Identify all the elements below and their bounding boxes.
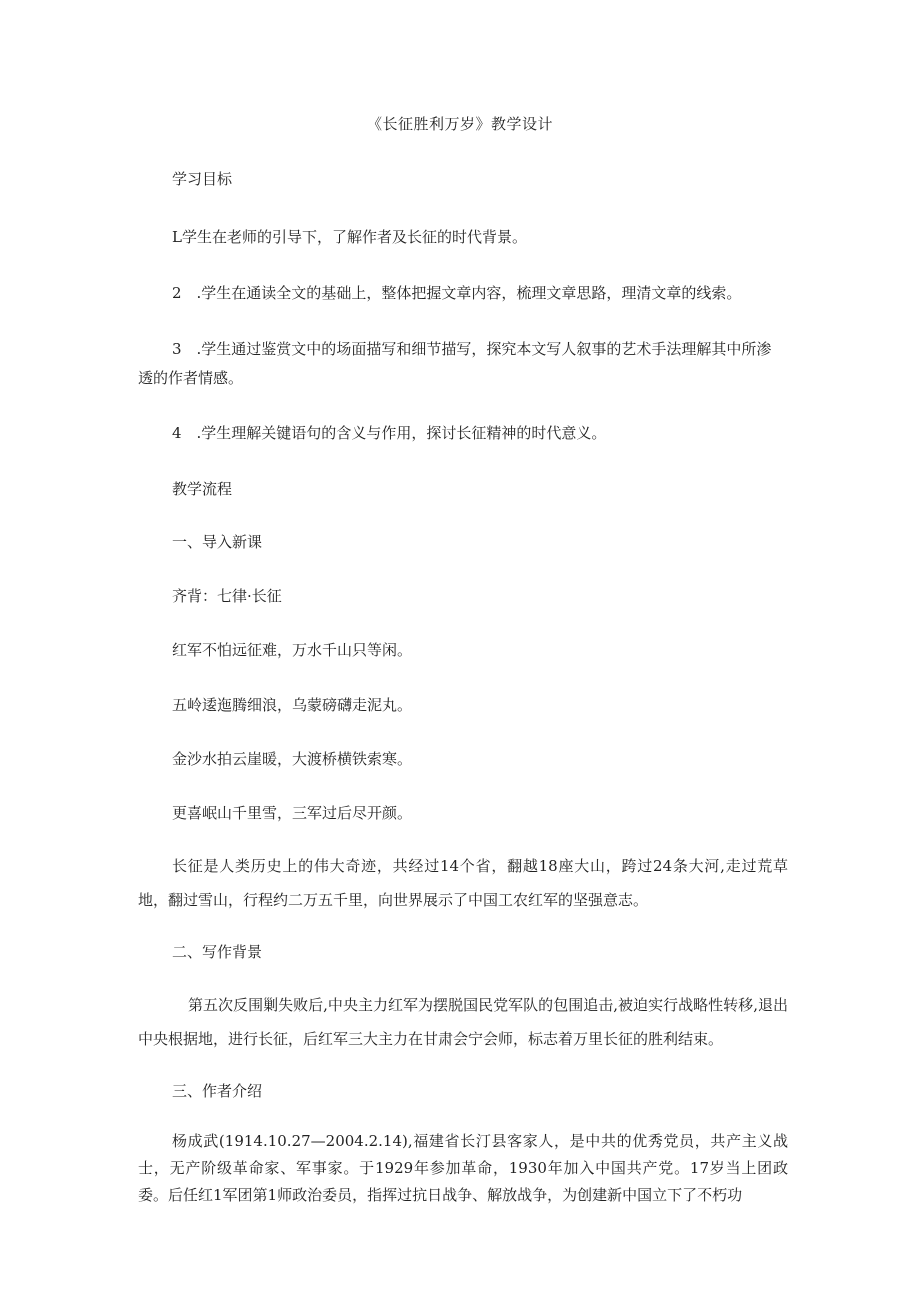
- poem-line-2: 五岭逶迤腾细浪，乌蒙磅礴走泥丸。: [172, 696, 413, 714]
- document-title: 《长征胜利万岁》教学设计: [366, 115, 553, 133]
- process-heading: 教学流程: [172, 480, 233, 498]
- objective-4: 4 .学生理解关键语句的含义与作用，探讨长征精神的时代意义。: [172, 424, 607, 442]
- background-paragraph: 第五次反围剿失败后,中央主力红军为摆脱国民党军队的包围追击,被迫实行战略性转移,退出中央根据地，进行长征，后红军三大主力在甘肃会宁会师，标志着万里长征的胜利结束。: [138, 996, 788, 1048]
- poem-line-3: 金沙水拍云崖暖，大渡桥横铁索寒。: [172, 750, 413, 768]
- objective-1: L学生在老师的引导下，了解作者及长征的时代背景。: [172, 228, 527, 246]
- objectives-heading: 学习目标: [172, 170, 233, 188]
- longmarch-paragraph: 长征是人类历史上的伟大奇迹，共经过14个省，翻越18座大山，跨过24条大河,走过荒草地，翻过雪山，行程约二万五千里，向世界展示了中国工农红军的坚强意志。: [138, 857, 788, 909]
- objective-3-line-1: 3 .学生通过鉴赏文中的场面描写和细节描写，探究本文写人叙事的艺术手法理解其中所渗: [172, 340, 772, 358]
- objective-3-line-2: 透的作者情感。: [138, 369, 244, 387]
- objective-2: 2 .学生在通读全文的基础上，整体把握文章内容，梳理文章思路，理清文章的线索。: [172, 284, 742, 302]
- poem-line-4: 更喜岷山千里雪，三军过后尽开颜。: [172, 804, 413, 822]
- author-paragraph: 杨成武(1914.10.27—2004.2.14),福建省长汀县客家人，是中共的优秀党员，共产主义战士，无产阶级革命家、军事家。于1929年参加革命，1930年加入中国共产党。17岁当上团政委。后任红1军团第1师政治委员，指挥过抗日战争、解放战争，为创建新中国立下了不朽功: [138, 1132, 788, 1204]
- poem-line-1: 红军不怕远征难，万水千山只等闲。: [172, 641, 413, 659]
- poem-intro: 齐背：七律·长征: [172, 587, 282, 605]
- section-heading-background: 二、写作背景: [172, 943, 263, 961]
- section-heading-intro: 一、导入新课: [172, 533, 263, 551]
- section-heading-author: 三、作者介绍: [172, 1082, 263, 1100]
